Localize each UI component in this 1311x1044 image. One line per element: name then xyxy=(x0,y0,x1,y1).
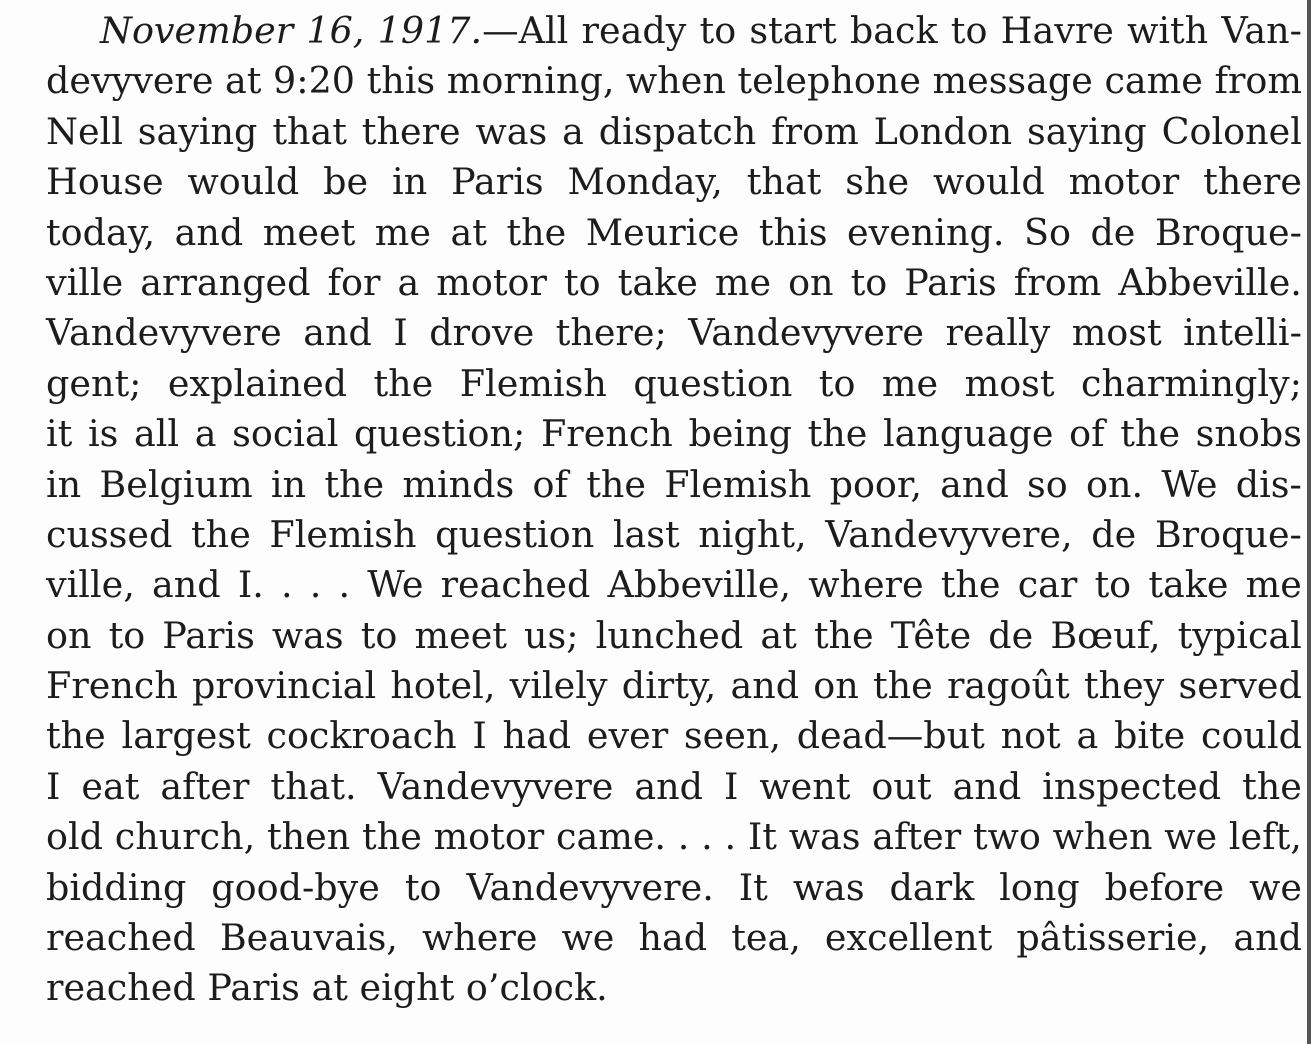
word: a xyxy=(1076,714,1099,758)
entry-line-1-text: —All ready to start back to Havre with Van- xyxy=(482,9,1303,52)
word: was xyxy=(788,815,861,859)
word: would xyxy=(187,160,300,204)
word: ville, xyxy=(46,563,135,607)
word: had xyxy=(502,714,572,758)
word: I xyxy=(723,764,739,808)
word: and xyxy=(174,210,244,254)
word: last xyxy=(612,512,680,556)
word: Vandevyvere, xyxy=(825,512,1073,556)
word: Meurice xyxy=(585,210,740,254)
word: So xyxy=(1023,210,1071,254)
word: all xyxy=(134,412,180,456)
word: . xyxy=(338,563,351,607)
word: when xyxy=(626,59,726,103)
word: we xyxy=(561,916,615,960)
word: inspected xyxy=(1042,764,1222,808)
word: was xyxy=(271,613,344,657)
word: a xyxy=(194,412,217,456)
word: the xyxy=(373,361,434,405)
word: the xyxy=(1120,412,1181,456)
word: 9:20 xyxy=(273,59,356,103)
word: today, xyxy=(46,210,156,254)
word: that xyxy=(272,109,347,153)
word: and xyxy=(634,764,703,808)
word: House xyxy=(46,160,164,204)
word: me xyxy=(1245,563,1302,607)
word: to xyxy=(563,260,601,304)
word: Flemish xyxy=(459,361,607,405)
word: out xyxy=(871,764,932,808)
word: before xyxy=(1104,865,1225,909)
word: from xyxy=(771,109,859,153)
word: where xyxy=(422,916,538,960)
word: French xyxy=(540,412,673,456)
word: on xyxy=(813,664,859,708)
word: on. xyxy=(1086,462,1144,506)
word: me xyxy=(714,260,772,304)
word: being xyxy=(688,412,792,456)
word: reached xyxy=(46,916,196,960)
word: in xyxy=(46,462,82,506)
word: the xyxy=(324,462,385,506)
word: dark xyxy=(889,865,975,909)
word: Bœuf, xyxy=(1050,613,1161,657)
word: dead—but xyxy=(796,714,985,758)
word: take xyxy=(1148,563,1229,607)
word: at xyxy=(450,210,487,254)
word: Tête xyxy=(890,613,972,657)
word: the xyxy=(362,815,422,859)
word: the xyxy=(872,664,933,708)
word: Monday, xyxy=(567,160,723,204)
word: I xyxy=(472,714,487,758)
word: this xyxy=(366,59,436,103)
text-line xyxy=(46,409,1302,459)
word: we xyxy=(1249,865,1302,909)
word: had xyxy=(638,916,708,960)
diary-entry xyxy=(46,6,1302,1014)
word: cussed xyxy=(46,512,173,556)
word: night, xyxy=(698,512,807,556)
word: . xyxy=(309,563,322,607)
word: after xyxy=(872,815,962,859)
word: social xyxy=(232,412,339,456)
word: ever xyxy=(586,714,669,758)
word: from xyxy=(1013,260,1102,304)
text-line xyxy=(46,56,1302,106)
word: good-bye xyxy=(211,865,380,909)
word: on xyxy=(788,260,834,304)
word: in xyxy=(270,462,307,506)
word: seen, xyxy=(683,714,781,758)
text-line xyxy=(46,460,1302,510)
word: intelli- xyxy=(1183,311,1302,355)
word: saying xyxy=(137,109,258,153)
word: . xyxy=(677,815,690,859)
word: the xyxy=(813,613,874,657)
word: We xyxy=(1161,462,1218,506)
word: to xyxy=(818,361,856,405)
word: Paris xyxy=(904,260,997,304)
text-line xyxy=(46,510,1302,560)
text-line xyxy=(46,611,1302,661)
word: Colonel xyxy=(1161,109,1302,153)
word: eat xyxy=(81,764,140,808)
word: minds xyxy=(402,462,515,506)
word: . xyxy=(724,815,737,859)
text-line xyxy=(46,258,1302,308)
word: and xyxy=(940,462,1009,506)
word: she xyxy=(845,160,910,204)
word: message xyxy=(932,59,1093,103)
word: dispatch xyxy=(598,109,757,153)
word: Vandevyvere xyxy=(46,311,282,355)
word: left, xyxy=(1228,815,1302,859)
word: motor xyxy=(433,815,545,859)
word: provincial xyxy=(192,664,377,708)
word: cockroach xyxy=(266,714,457,758)
word: was xyxy=(475,109,548,153)
word: question; xyxy=(354,412,526,456)
word: excellent xyxy=(824,916,993,960)
word: of xyxy=(1069,412,1105,456)
word: us; xyxy=(524,613,579,657)
entry-line-1 xyxy=(100,6,1302,56)
word: then xyxy=(266,815,351,859)
word: take xyxy=(617,260,698,304)
word: and xyxy=(952,764,1022,808)
word: Belgium xyxy=(99,462,253,506)
text-line xyxy=(46,762,1302,812)
text-line xyxy=(46,913,1302,963)
word: bite xyxy=(1113,714,1186,758)
word: ragoût xyxy=(946,664,1070,708)
word: Nell xyxy=(46,109,123,153)
word: for xyxy=(327,260,381,304)
word: when xyxy=(1052,815,1153,859)
word: the xyxy=(807,412,868,456)
word: Vandevyvere xyxy=(377,764,614,808)
word: Beauvais, xyxy=(219,916,398,960)
word: telephone xyxy=(737,59,921,103)
word: to xyxy=(1094,563,1132,607)
word: typical xyxy=(1177,613,1302,657)
word: . xyxy=(701,815,713,859)
word: church, xyxy=(114,815,256,859)
word: motor xyxy=(1068,160,1180,204)
word: language xyxy=(882,412,1054,456)
word: explained xyxy=(167,361,348,405)
word: long xyxy=(999,865,1080,909)
word: devyvere xyxy=(46,59,214,103)
text-line xyxy=(46,107,1302,157)
word: hotel, xyxy=(390,664,496,708)
word: came. xyxy=(556,815,667,859)
word: snobs xyxy=(1195,412,1302,456)
word: to xyxy=(850,260,888,304)
word: that. xyxy=(270,764,357,808)
word: . xyxy=(281,563,293,607)
text-line xyxy=(46,359,1302,409)
word: in xyxy=(392,160,428,204)
entry-date: November 16, 1917. xyxy=(100,9,483,52)
word: the xyxy=(586,462,646,506)
word: they xyxy=(1083,664,1165,708)
word: drove xyxy=(429,311,535,355)
text-line xyxy=(46,208,1302,258)
word: most xyxy=(964,361,1055,405)
word: largest xyxy=(121,714,251,758)
word: most xyxy=(1071,311,1162,355)
word: Vandevyvere xyxy=(688,311,924,355)
word: the xyxy=(1242,764,1302,808)
text-line: reached Paris at eight o’clock. xyxy=(46,966,608,1010)
word: meet xyxy=(414,613,507,657)
text-line xyxy=(46,711,1302,761)
word: Paris xyxy=(451,160,544,204)
word: and xyxy=(152,563,221,607)
text-line xyxy=(46,661,1302,711)
word: me xyxy=(374,210,431,254)
word: tea, xyxy=(731,916,801,960)
word: was xyxy=(792,865,865,909)
word: the xyxy=(506,210,567,254)
word: de xyxy=(988,613,1034,657)
word: Broque- xyxy=(1154,210,1302,254)
word: meet xyxy=(262,210,356,254)
text-line xyxy=(46,812,1302,862)
word: two xyxy=(972,815,1041,859)
word: Flemish xyxy=(269,512,417,556)
word: pâtisserie, xyxy=(1016,916,1210,960)
word: a xyxy=(562,109,584,153)
word: We xyxy=(367,563,424,607)
word: at xyxy=(225,59,262,103)
word: It xyxy=(747,815,777,859)
text-line xyxy=(46,6,1302,56)
word: me xyxy=(881,361,939,405)
word: evening. xyxy=(846,210,1005,254)
word: It xyxy=(738,865,768,909)
word: dis- xyxy=(1235,462,1302,506)
text-line xyxy=(46,863,1302,913)
word: motor xyxy=(436,260,547,304)
word: Flemish xyxy=(664,462,812,506)
word: on xyxy=(46,613,92,657)
word: it xyxy=(46,412,73,456)
word: de xyxy=(1091,512,1137,556)
word: I xyxy=(393,311,408,355)
word: London xyxy=(873,109,1013,153)
word: and xyxy=(730,664,800,708)
word: I xyxy=(46,764,61,808)
word: not xyxy=(1000,714,1061,758)
scan-edge-shadow xyxy=(1307,0,1311,1044)
word: question xyxy=(435,512,595,556)
word: to xyxy=(404,865,442,909)
word: dirty, xyxy=(621,664,717,708)
text-line xyxy=(46,308,1302,358)
word: to xyxy=(360,613,398,657)
word: charmingly; xyxy=(1081,361,1302,405)
word: to xyxy=(108,613,146,657)
word: of xyxy=(532,462,568,506)
word: came xyxy=(1104,59,1203,103)
word: would xyxy=(932,160,1045,204)
word: be xyxy=(323,160,369,204)
word: where xyxy=(808,563,924,607)
word: saying xyxy=(1027,109,1147,153)
word: and xyxy=(303,311,372,355)
word: the xyxy=(46,714,106,758)
word: after xyxy=(160,764,250,808)
word: so xyxy=(1027,462,1068,506)
word: served xyxy=(1178,664,1302,708)
text-line xyxy=(46,157,1302,207)
word: poor, xyxy=(829,462,922,506)
word: really xyxy=(945,311,1051,355)
word: Abbeville. xyxy=(1118,260,1302,304)
word: gent; xyxy=(46,361,142,405)
word: vilely xyxy=(509,664,608,708)
word: morning, xyxy=(446,59,615,103)
word: bidding xyxy=(46,865,187,909)
text-line xyxy=(46,560,1302,610)
word: Vandevyvere. xyxy=(466,865,714,909)
word: we xyxy=(1164,815,1218,859)
word: car xyxy=(1017,563,1078,607)
word: from xyxy=(1214,59,1302,103)
word: French xyxy=(46,664,178,708)
word: and xyxy=(1233,916,1302,960)
word: reached xyxy=(440,563,591,607)
word: there xyxy=(361,109,461,153)
word: Abbeville, xyxy=(607,563,792,607)
word: de xyxy=(1090,210,1136,254)
word: the xyxy=(191,512,251,556)
word: lunched xyxy=(595,613,744,657)
word: question xyxy=(633,361,793,405)
word: a xyxy=(397,260,420,304)
word: is xyxy=(87,412,119,456)
word: at xyxy=(760,613,797,657)
word: Broque- xyxy=(1154,512,1302,556)
word: could xyxy=(1201,714,1302,758)
word: went xyxy=(759,764,851,808)
word: there xyxy=(1203,160,1302,204)
word: this xyxy=(758,210,828,254)
word: old xyxy=(46,815,104,859)
word: arranged xyxy=(140,260,311,304)
word: I. xyxy=(237,563,264,607)
word: that xyxy=(746,160,822,204)
word: the xyxy=(940,563,1001,607)
word: Paris xyxy=(162,613,255,657)
word: ville xyxy=(46,260,124,304)
word: there; xyxy=(555,311,667,355)
